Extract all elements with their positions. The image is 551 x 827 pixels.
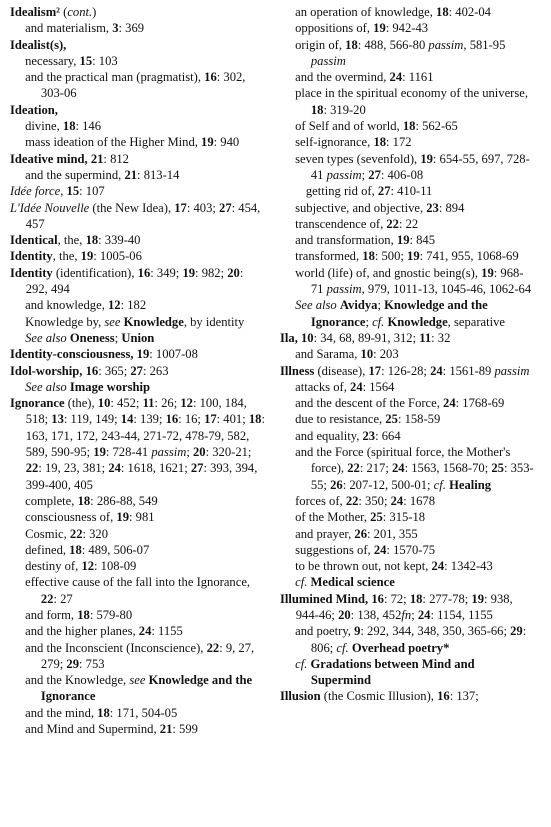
index-subentry: and poetry, 9: 292, 344, 348, 350, 365-66; 29: 806; cf. Overhead poetry* <box>295 624 527 655</box>
index-heading: Identical, the, 18: 339-40 <box>10 233 141 248</box>
index-heading: Identity, the, 19: 1005-06 <box>10 249 142 264</box>
index-subentry: effective cause of the fall into the Ignorance, 22: 27 <box>25 575 251 606</box>
index-subentry: Cosmic, 22: 320 <box>25 526 109 541</box>
index-subentry: complete, 18: 286-88, 549 <box>25 493 158 508</box>
index-subentry: mass ideation of the Higher Mind, 19: 940 <box>25 135 240 150</box>
index-subentry: due to resistance, 25: 158-59 <box>295 412 441 427</box>
index-subentry: of the Mother, 25: 315-18 <box>295 510 426 525</box>
index-subentry: and transformation, 19: 845 <box>295 233 436 248</box>
index-subentry: getting rid of, 27: 410-11 <box>305 184 433 199</box>
index-subentry: world (life) of, and gnostic being(s), 19: 968-71 passim, 979, 1011-13, 1045-46, 1062-64 <box>295 265 532 297</box>
index-subentry: suggestions of, 24: 1570-75 <box>295 542 436 557</box>
index-subentry: place in the spiritual economy of the universe, 18: 319-20 <box>295 86 529 117</box>
index-heading: Illness (disease), 17: 126-28; 24: 1561-89 passim <box>280 363 530 378</box>
index-subentry: attacks of, 24: 1564 <box>295 379 395 394</box>
index-subentry: defined, 18: 489, 506-07 <box>25 542 150 557</box>
right-column <box>280 4 536 737</box>
index-subentry: cf. Medical science <box>295 575 395 590</box>
index-subentry: destiny of, 12: 108-09 <box>25 559 137 574</box>
index-heading: Ideative mind, 21: 812 <box>10 151 129 166</box>
index-subentry: and prayer, 26: 201, 355 <box>295 526 418 541</box>
index-subentry: and knowledge, 12: 182 <box>25 298 147 313</box>
index-columns <box>10 4 541 737</box>
index-subentry: See also Avidya; Knowledge and the Ignorance; cf. Knowledge, separative <box>295 298 506 329</box>
index-subentry: See also Image worship <box>25 379 151 394</box>
index-subentry: and the Inconscient (Inconscience), 22: 9, 27, 279; 29: 753 <box>25 640 255 671</box>
index-subentry: necessary, 15: 103 <box>25 53 118 68</box>
index-heading: Idée force, 15: 107 <box>10 184 105 199</box>
index-subentry: an operation of knowledge, 18: 402-04 <box>295 5 491 19</box>
index-heading: Idealism² (cont.) <box>10 5 97 19</box>
index-subentry: cf. Gradations between Mind and Supermind <box>295 656 475 688</box>
index-subentry: self-ignorance, 18: 172 <box>295 135 412 150</box>
index-heading: Identity (identification), 16: 349; 19: 982; 20: 292, 494 <box>10 265 244 297</box>
index-heading: Identity-consciousness, 19: 1007-08 <box>10 347 198 362</box>
index-subentry: and the Force (spiritual force, the Mother's force), 22: 217; 24: 1563, 1568-70; 25: 353-55; 26: 207-12, 500-01; cf. Healing <box>295 445 534 492</box>
index-subentry: of Self and of world, 18: 562-65 <box>295 119 458 134</box>
index-subentry: and the mind, 18: 171, 504-05 <box>25 705 178 720</box>
index-heading: Idealist(s), <box>10 37 67 52</box>
index-heading: Ila, 10: 34, 68, 89-91, 312; 11: 32 <box>280 330 451 345</box>
index-subentry: seven types (sevenfold), 19: 654-55, 697, 728-41 passim; 27: 406-08 <box>295 151 530 182</box>
index-subentry: forces of, 22: 350; 24: 1678 <box>295 493 436 508</box>
index-subentry: and the overmind, 24: 1161 <box>295 70 434 85</box>
index-subentry: transformed, 18: 500; 19: 741, 955, 1068-69 <box>295 249 519 264</box>
index-subentry: consciousness of, 19: 981 <box>25 510 155 525</box>
index-subentry: and equality, 23: 664 <box>295 428 401 443</box>
index-subentry: and the practical man (pragmatist), 16: 302, 303-06 <box>25 70 246 101</box>
index-subentry: and materialism, 3: 369 <box>25 21 145 36</box>
index-subentry: transcendence of, 22: 22 <box>295 216 419 231</box>
index-subentry: and the Knowledge, see Knowledge and the Ignorance <box>25 673 253 704</box>
index-subentry: and Mind and Supermind, 21: 599 <box>25 722 198 737</box>
index-subentry: Knowledge by, see Knowledge, by identity <box>25 314 245 329</box>
index-subentry: and the descent of the Force, 24: 1768-69 <box>295 396 505 411</box>
index-subentry: and Sarama, 10: 203 <box>295 347 399 362</box>
index-heading: Ignorance (the), 10: 452; 11: 26; 12: 100, 184, 518; 13: 119, 149; 14: 139; 16: 16; 17: 401; 18: 163, 171, 172, 243-44, 271-72, 478-79, 582, 589, 590-95; 19: 728-41 passim; 20: 320-21; 22: 19, 23, 381; 24: 1618, 1621; 27: 393, 394, 399-400, 405 <box>10 396 265 492</box>
index-subentry: subjective, and objective, 23: 894 <box>295 200 465 215</box>
index-heading: Illumined Mind, 16: 72; 18: 277-78; 19: 938, 944-46; 20: 138, 452fn; 24: 1154, 1155 <box>280 591 513 622</box>
index-subentry: and the supermind, 21: 813-14 <box>25 167 180 182</box>
index-subentry: and form, 18: 579-80 <box>25 607 133 622</box>
index-heading: Illusion (the Cosmic Illusion), 16: 137; <box>280 689 479 704</box>
left-column <box>10 4 266 737</box>
index-heading: L'Idée Nouvelle (the New Idea), 17: 403; 27: 454, 457 <box>10 200 261 231</box>
index-heading: Idol-worship, 16: 365; 27: 263 <box>10 363 169 378</box>
index-subentry: and the higher planes, 24: 1155 <box>25 624 183 639</box>
index-subentry: divine, 18: 146 <box>25 119 102 134</box>
index-subentry: to be thrown out, not kept, 24: 1342-43 <box>295 559 493 574</box>
index-subentry: See also Oneness; Union <box>25 330 155 345</box>
index-heading: Ideation, <box>10 102 58 117</box>
index-subentry: oppositions of, 19: 942-43 <box>295 21 429 36</box>
index-subentry: origin of, 18: 488, 566-80 passim, 581-95 passim <box>295 37 506 68</box>
